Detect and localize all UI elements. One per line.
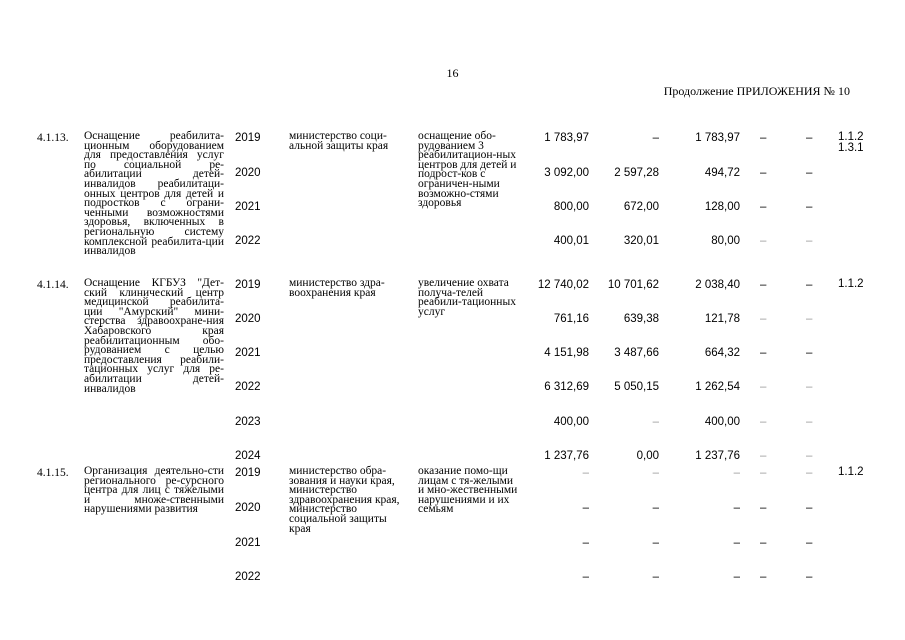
federal-cell: – [652, 571, 659, 583]
year-row [0, 537, 905, 551]
regional-cell: – [733, 537, 740, 549]
measure-name: Оснащение КГБУЗ "Дет-ский клинический центр медицинской реабилита-ции "Амурский" мини-стерства здравоохране-ния Хабаровского края реабилитационным обо-рудованием с целью предоставления реабили-тационных услуг для ре-абилитации детей-инвалидов [84, 277, 224, 395]
year-row [0, 502, 905, 516]
total-cell: – [582, 502, 589, 514]
total-cell: – [582, 467, 589, 479]
regional-cell: 1 262,54 [695, 381, 740, 393]
other-cell: – [806, 537, 813, 549]
regional-cell: 128,00 [704, 201, 740, 213]
year-cell: 2019 [235, 467, 261, 479]
continuation-title: Продолжение ПРИЛОЖЕНИЯ № 10 [663, 84, 850, 98]
regional-cell: 494,72 [704, 167, 740, 179]
federal-cell: 0,00 [636, 450, 659, 462]
total-cell: 800,00 [553, 201, 589, 213]
measure-name: Оснащение реабилита-ционным оборудованием для предоставления услуг по социальной ре-абилитации детей-инвалидов реабилитаци-онных центров для детей и подростков с ограни-ченными возможностями здоровья, включенных в региональную систему комплексной реабилита-ции инвалидов [84, 130, 224, 258]
regional-cell: 664,32 [704, 347, 740, 359]
year-cell: 2022 [235, 571, 261, 583]
municipal-cell: – [760, 502, 767, 514]
year-row [0, 347, 905, 361]
measure-code: 4.1.15. [37, 467, 69, 479]
municipal-cell: – [760, 381, 767, 393]
year-cell: 2023 [235, 416, 261, 428]
federal-cell: 320,01 [623, 235, 659, 247]
other-cell: – [806, 201, 813, 213]
measure-executor: министерство обра-зования и науки края, министерство здравоохранения края, министерство социальной защиты края [289, 465, 400, 535]
federal-cell: – [652, 132, 659, 144]
year-row [0, 313, 905, 327]
year-row [0, 571, 905, 585]
year-cell: 2019 [235, 132, 261, 144]
regional-cell: 1 783,97 [695, 132, 740, 144]
measure-executor: министерство соци-альной защиты края [289, 130, 389, 152]
measure-result: увеличение охвата получа-телей реабили-тационных услуг [418, 277, 516, 318]
federal-cell: 3 487,66 [614, 347, 659, 359]
year-row [0, 381, 905, 395]
municipal-cell: – [760, 235, 767, 247]
regional-cell: – [733, 502, 740, 514]
municipal-cell: – [760, 571, 767, 583]
year-cell: 2021 [235, 537, 261, 549]
municipal-cell: – [760, 467, 767, 479]
federal-cell: – [652, 502, 659, 514]
municipal-cell: – [760, 537, 767, 549]
total-cell: 4 151,98 [544, 347, 589, 359]
federal-cell: 5 050,15 [614, 381, 659, 393]
measure-name: Организация деятельно-сти регионального ре-сурсного центра для лиц с тяжелыми и множе-ственными нарушениями развития [84, 465, 224, 516]
measure-code: 4.1.13. [37, 132, 69, 144]
municipal-cell: – [760, 279, 767, 291]
measure-indicator: 1.1.2 1.3.1 [838, 131, 864, 154]
other-cell: – [806, 235, 813, 247]
total-cell: 1 237,76 [544, 450, 589, 462]
federal-cell: 672,00 [623, 201, 659, 213]
year-cell: 2022 [235, 381, 261, 393]
year-row [0, 201, 905, 215]
regional-cell: – [733, 571, 740, 583]
municipal-cell: – [760, 201, 767, 213]
federal-cell: – [652, 467, 659, 479]
year-cell: 2021 [235, 347, 261, 359]
measure-indicator: 1.1.2 [838, 466, 864, 478]
year-cell: 2024 [235, 450, 261, 462]
year-row [0, 450, 905, 464]
year-cell: 2019 [235, 279, 261, 291]
other-cell: – [806, 167, 813, 179]
total-cell: 761,16 [553, 313, 589, 325]
other-cell: – [806, 347, 813, 359]
measure-result: оказание помо-щи лицам с тя-желыми и мно-жественными нарушениями и их семьям [418, 465, 518, 516]
other-cell: – [806, 502, 813, 514]
year-cell: 2020 [235, 502, 261, 514]
federal-cell: – [652, 416, 659, 428]
municipal-cell: – [760, 167, 767, 179]
regional-cell: 80,00 [711, 235, 740, 247]
federal-cell: 10 701,62 [607, 279, 659, 291]
year-row [0, 467, 905, 481]
year-cell: 2021 [235, 201, 261, 213]
regional-cell: 121,78 [704, 313, 740, 325]
municipal-cell: – [760, 416, 767, 428]
regional-cell: – [733, 467, 740, 479]
year-row [0, 132, 905, 146]
municipal-cell: – [760, 313, 767, 325]
total-cell: – [582, 571, 589, 583]
other-cell: – [806, 467, 813, 479]
page-number: 16 [446, 66, 459, 80]
other-cell: – [806, 279, 813, 291]
total-cell: 400,01 [553, 235, 589, 247]
total-cell: 6 312,69 [544, 381, 589, 393]
measure-executor: министерство здра-воохранения края [289, 277, 385, 299]
federal-cell: – [652, 537, 659, 549]
year-row [0, 235, 905, 249]
measure-indicator: 1.1.2 [838, 278, 864, 290]
year-row [0, 279, 905, 293]
municipal-cell: – [760, 132, 767, 144]
measure-code: 4.1.14. [37, 279, 69, 291]
year-cell: 2020 [235, 313, 261, 325]
year-row [0, 167, 905, 181]
total-cell: 400,00 [553, 416, 589, 428]
total-cell: – [582, 537, 589, 549]
federal-cell: 639,38 [623, 313, 659, 325]
year-cell: 2020 [235, 167, 261, 179]
total-cell: 1 783,97 [544, 132, 589, 144]
other-cell: – [806, 416, 813, 428]
regional-cell: 1 237,76 [695, 450, 740, 462]
municipal-cell: – [760, 347, 767, 359]
total-cell: 3 092,00 [544, 167, 589, 179]
other-cell: – [806, 132, 813, 144]
regional-cell: 400,00 [704, 416, 740, 428]
regional-cell: 2 038,40 [695, 279, 740, 291]
measure-result: оснащение обо-рудованием 3 реабилитацион-ных центров для детей и подрост-ков с ограничен-ными возможно-стями здоровья [418, 130, 517, 210]
other-cell: – [806, 313, 813, 325]
other-cell: – [806, 450, 813, 462]
federal-cell: 2 597,28 [614, 167, 659, 179]
year-cell: 2022 [235, 235, 261, 247]
other-cell: – [806, 381, 813, 393]
other-cell: – [806, 571, 813, 583]
year-row [0, 416, 905, 430]
municipal-cell: – [760, 450, 767, 462]
total-cell: 12 740,02 [537, 279, 589, 291]
